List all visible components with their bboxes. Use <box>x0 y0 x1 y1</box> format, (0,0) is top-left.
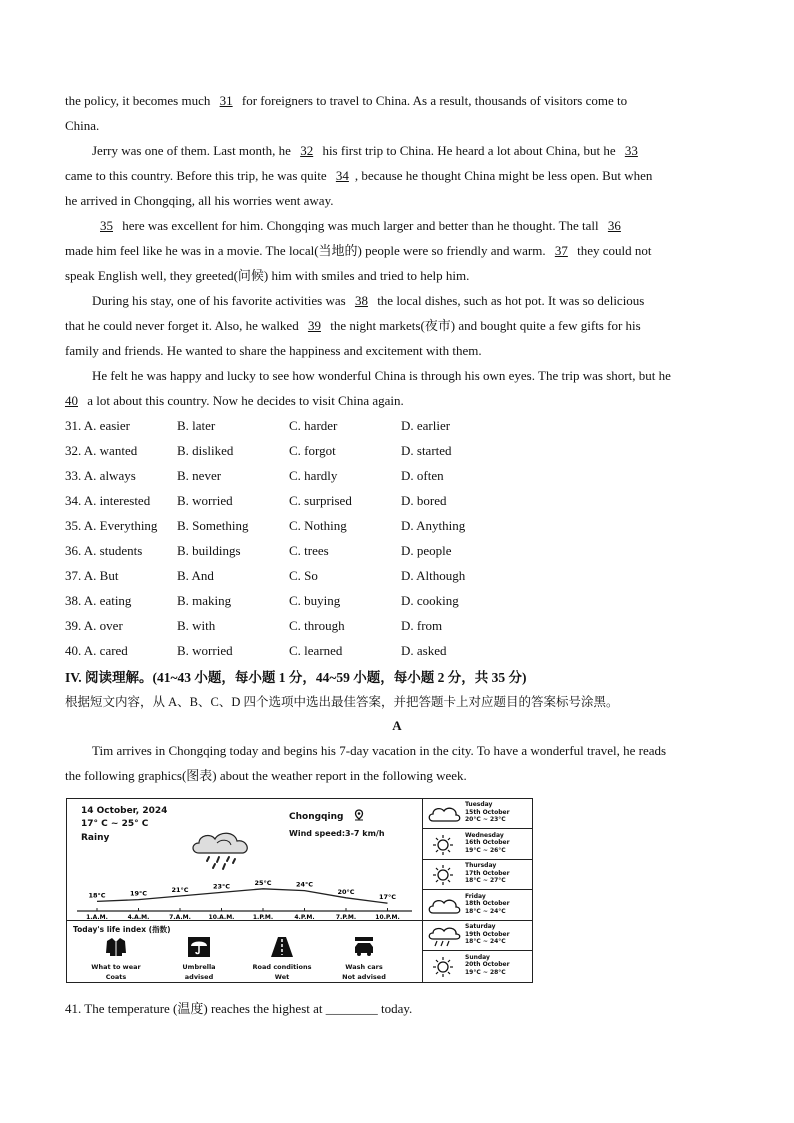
option-a[interactable]: 35. A. Everything <box>65 518 158 533</box>
sunny-icon <box>427 864 461 886</box>
option-a[interactable]: 40. A. cared <box>65 643 128 658</box>
temp-label: 19°C <box>129 889 148 898</box>
forecast-day <box>423 860 532 890</box>
weather-report <box>66 798 533 983</box>
option-c[interactable]: C. harder <box>289 418 338 433</box>
passage-line-3: Jerry was one of them. Last month, he 32 his first trip to China. He heard a lot about China, but he 33 <box>92 143 644 159</box>
time-label: 7.P.M. <box>335 914 357 920</box>
blank-35: 35 <box>100 218 113 233</box>
passage-line-13: 40 a lot about this country. Now he decides to visit China again. <box>65 393 404 408</box>
option-a[interactable]: 36. A. students <box>65 543 143 558</box>
option-a[interactable]: 31. A. easier <box>65 418 130 433</box>
today-panel <box>67 799 423 982</box>
option-b[interactable]: B. never <box>177 468 222 483</box>
coat-icon <box>105 937 127 957</box>
option-c[interactable]: C. trees <box>289 543 329 558</box>
option-row <box>65 418 485 434</box>
road-icon <box>270 937 294 957</box>
today-date: 14 October, 2024 <box>81 806 168 816</box>
option-row <box>65 593 485 609</box>
time-label: 10.P.M. <box>375 914 400 920</box>
blank-32: 32 <box>300 143 314 158</box>
forecast-temp: 18°C ~ 24°C <box>465 938 506 945</box>
option-row <box>65 643 485 659</box>
option-d[interactable]: D. people <box>401 543 452 558</box>
option-row <box>65 443 485 459</box>
option-b[interactable]: B. worried <box>177 493 233 508</box>
option-a[interactable]: 39. A. over <box>65 618 123 633</box>
forecast-day <box>423 921 532 951</box>
option-row <box>65 568 485 584</box>
passage-line-8: speak English well, they greeted(问候) him with smiles and tried to help him. <box>65 268 470 283</box>
option-c[interactable]: C. surprised <box>289 493 352 508</box>
forecast-date: 18th October <box>465 900 510 907</box>
time-label: 7.A.M. <box>169 914 191 920</box>
option-b[interactable]: B. worried <box>177 643 233 658</box>
today-temp-range: 17° C ~ 25° C <box>81 819 149 829</box>
forecast-temp: 18°C ~ 27°C <box>465 877 506 884</box>
forecast-day-name: Wednesday <box>465 831 504 839</box>
blank-37: 37 <box>554 243 568 258</box>
cloudy-icon <box>427 895 461 917</box>
option-d[interactable]: D. often <box>401 468 444 483</box>
forecast-day <box>423 952 532 982</box>
part-label: A <box>392 718 402 733</box>
option-b[interactable]: B. with <box>177 618 216 633</box>
option-row <box>65 518 485 534</box>
time-label: 1.A.M. <box>86 914 108 920</box>
today-condition: Rainy <box>81 833 110 843</box>
car-wash-icon <box>352 937 376 957</box>
option-d[interactable]: D. earlier <box>401 418 451 433</box>
rain-cloud-icon <box>187 829 267 871</box>
time-label: 10.A.M. <box>208 914 235 920</box>
forecast-date: 15th October <box>465 808 510 816</box>
temp-label: 25°C <box>254 878 272 887</box>
option-d[interactable]: D. from <box>401 618 443 633</box>
forecast-day-name: Sunday <box>465 953 490 961</box>
option-b[interactable]: B. buildings <box>177 543 241 558</box>
sunny-icon <box>427 956 461 978</box>
option-a[interactable]: 34. A. interested <box>65 493 151 508</box>
option-d[interactable]: D. Anything <box>401 518 466 533</box>
option-a[interactable]: 32. A. wanted <box>65 443 138 458</box>
forecast-date: 17th October <box>465 869 510 877</box>
option-b[interactable]: B. making <box>177 593 232 608</box>
forecast-temp: 20°C ~ 23°C <box>465 816 506 823</box>
option-d[interactable]: D. cooking <box>401 593 459 608</box>
cloudy-icon <box>427 803 461 825</box>
option-a[interactable]: 33. A. always <box>65 468 136 483</box>
passage-line-7: made him feel like he was in a movie. The local(当地的) people were so friendly and warm. 37 they could not <box>65 243 652 258</box>
option-d[interactable]: D. Although <box>401 568 466 583</box>
passage-line-4: came to this country. Before this trip, he was quite 34 , because he thought China might be less open. But when <box>65 168 653 183</box>
option-c[interactable]: C. through <box>289 618 345 633</box>
blank-39: 39 <box>307 318 321 333</box>
temp-label: 17°C <box>378 893 397 902</box>
city-name: Chongqing <box>289 809 365 822</box>
option-d[interactable]: D. bored <box>401 493 447 508</box>
option-c[interactable]: C. learned <box>289 643 343 658</box>
life-road: Road conditions Wet <box>247 937 317 981</box>
life-index-title: Today's life index (指数) <box>73 925 171 934</box>
blank-31: 31 <box>219 93 233 108</box>
temp-label: 24°C <box>295 880 314 889</box>
blank-33: 33 <box>624 143 638 158</box>
reading-intro-2: the following graphics(图表) about the weather report in the following week. <box>65 768 467 783</box>
option-b[interactable]: B. And <box>177 568 214 583</box>
blank-40: 40 <box>65 393 78 408</box>
passage-line-5: he arrived in Chongqing, all his worries went away. <box>65 193 334 208</box>
option-c[interactable]: C. forgot <box>289 443 336 458</box>
option-d[interactable]: D. asked <box>401 643 447 658</box>
time-label: 4.A.M. <box>127 914 150 920</box>
option-d[interactable]: D. started <box>401 443 452 458</box>
option-c[interactable]: C. Nothing <box>289 518 347 533</box>
forecast-date: 20th October <box>465 961 510 968</box>
time-label: 1.P.M. <box>252 914 274 920</box>
option-c[interactable]: C. hardly <box>289 468 338 483</box>
forecast-day-name: Friday <box>465 892 486 900</box>
option-b[interactable]: B. disliked <box>177 443 234 458</box>
forecast-day-name: Thursday <box>465 862 497 869</box>
option-a[interactable]: 37. A. But <box>65 568 119 583</box>
option-row <box>65 543 485 559</box>
blank-36: 36 <box>607 218 621 233</box>
temp-label: 20°C <box>337 887 355 896</box>
forecast-day <box>423 799 532 829</box>
forecast-temp: 19°C ~ 28°C <box>465 968 506 976</box>
question-41: 41. The temperature (温度) reaches the highest at ________ today. <box>65 1001 413 1016</box>
forecast-day-name: Tuesday <box>465 801 493 808</box>
option-a[interactable]: 38. A. eating <box>65 593 132 608</box>
life-wash-cars: Wash cars Not advised <box>329 937 399 981</box>
option-row <box>65 618 485 634</box>
life-index <box>67 920 422 983</box>
forecast-date: 16th October <box>465 839 510 846</box>
temp-label: 18°C <box>88 891 106 900</box>
forecast-day <box>423 830 532 860</box>
forecast-date: 19th October <box>465 930 510 938</box>
temp-label: 21°C <box>171 886 189 894</box>
life-wear: What to wear Coats <box>81 937 151 981</box>
temperature-curve <box>67 875 422 920</box>
option-c[interactable]: C. buying <box>289 593 341 608</box>
passage-line-1: the policy, it becomes much 31 for foreigners to travel to China. As a result, thousands of visitors come to <box>65 93 628 108</box>
forecast-temp: 19°C ~ 26°C <box>465 846 506 854</box>
blank-38: 38 <box>354 293 368 308</box>
passage-line-11: family and friends. He wanted to share the happiness and excitement with them. <box>65 343 482 358</box>
blank-34: 34 <box>335 168 349 183</box>
rainy-icon <box>427 925 461 947</box>
passage-line-6: 35 here was excellent for him. Chongqing was much larger and better than he thought. The tall 36 <box>94 218 627 234</box>
passage-line-10: that he could never forget it. Also, he walked 39 the night markets(夜市) and bought quite a few gifts for his <box>65 318 641 333</box>
option-b[interactable]: B. later <box>177 418 216 433</box>
option-row <box>65 493 485 509</box>
forecast-temp: 18°C ~ 24°C <box>465 907 506 915</box>
time-label: 4.P.M. <box>294 914 315 920</box>
section-heading: IV. 阅读理解。(41~43 小题，每小题 1 分，44~59 小题，每小题 2 分，共 35 分) <box>65 670 527 685</box>
option-row <box>65 468 485 484</box>
passage-line-12: He felt he was happy and lucky to see how wonderful China is through his own eyes. The trip was short, but he <box>92 368 671 383</box>
option-b[interactable]: B. Something <box>177 518 249 533</box>
forecast-day-name: Saturday <box>465 923 496 930</box>
umbrella-icon <box>187 937 211 957</box>
passage-line-2: China. <box>65 118 100 133</box>
option-c[interactable]: C. So <box>289 568 318 583</box>
forecast-day <box>423 891 532 921</box>
life-umbrella: Umbrella advised <box>164 937 234 981</box>
temp-label: 23°C <box>212 882 231 891</box>
location-pin-icon <box>353 809 365 821</box>
wind-speed: Wind speed:3-7 km/h <box>289 829 385 838</box>
section-instruction: 根据短文内容，从 A、B、C、D 四个选项中选出最佳答案，并把答题卡上对应题目的答案标号涂黑。 <box>65 695 619 709</box>
passage-line-9: During his stay, one of his favorite activities was 38 the local dishes, such as hot pot. It was so delicious <box>92 293 645 308</box>
reading-intro-1: Tim arrives in Chongqing today and begins his 7-day vacation in the city. To have a wonderful travel, he reads <box>92 743 667 758</box>
sunny-icon <box>427 834 461 856</box>
